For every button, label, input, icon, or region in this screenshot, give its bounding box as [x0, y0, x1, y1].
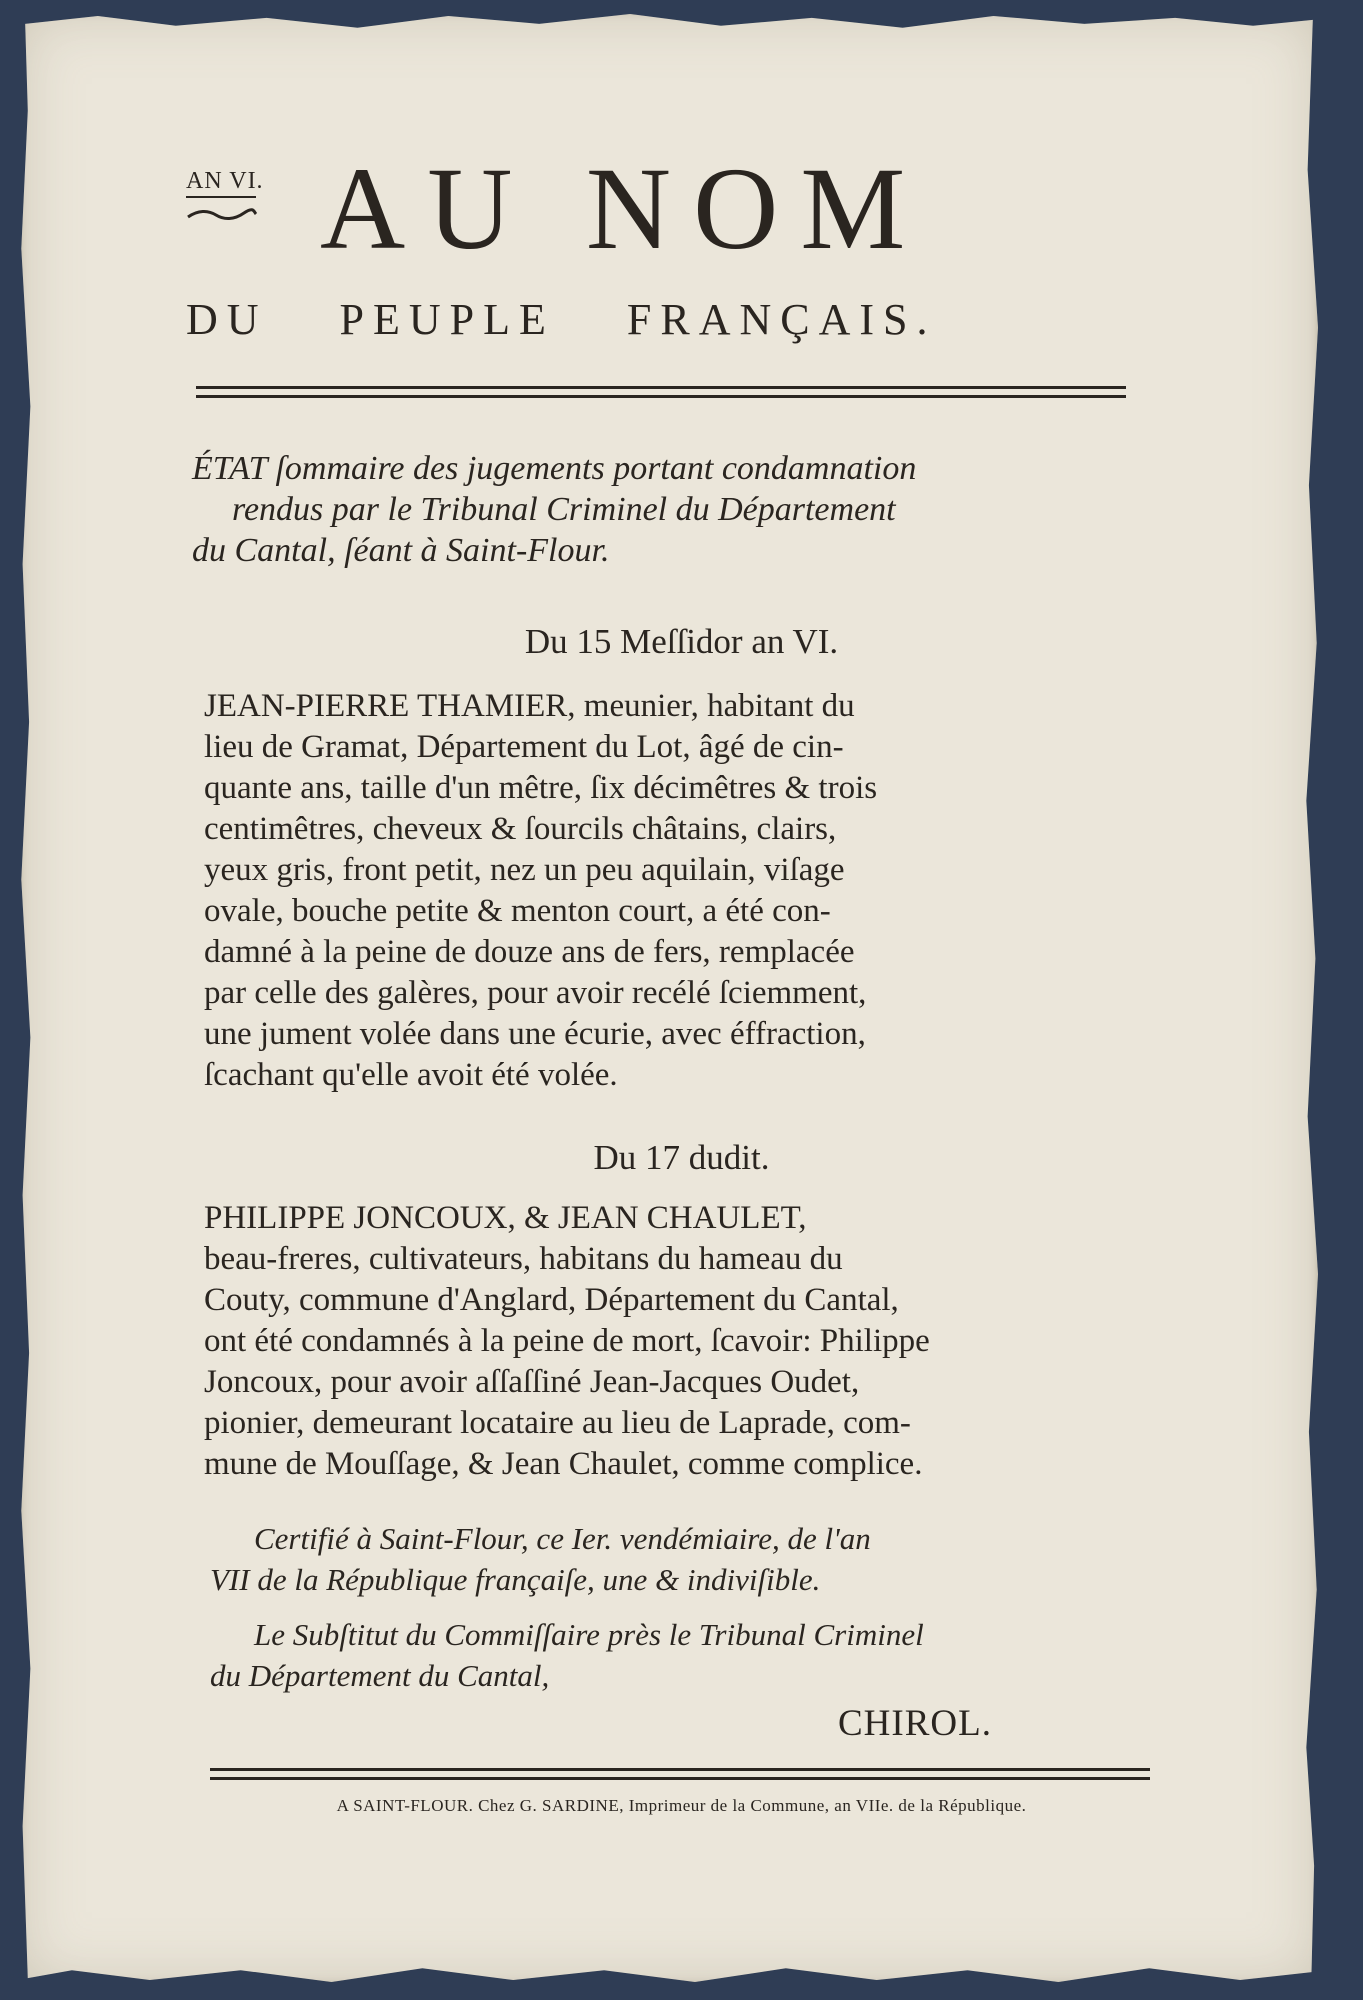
- judgment-line: PHILIPPE JONCOUX, & JEAN CHAULET,: [204, 1200, 807, 1236]
- section-date: Du 17 dudit.: [593, 1138, 770, 1177]
- judgment-line: Joncoux, pour avoir aſſaſſiné Jean-Jacques Oudet,: [204, 1364, 860, 1400]
- section-date: Du 15 Meſſidor an VI.: [524, 622, 839, 661]
- judgment-line: par celle des galères, pour avoir recélé ſciemment,: [204, 975, 867, 1011]
- certification-line: Certifié à Saint-Flour, ce Ier. vendémiaire, de l'an: [254, 1521, 871, 1556]
- judgment-line: Couty, commune d'Anglard, Département du Cantal,: [204, 1282, 899, 1318]
- judgment-line: pionier, demeurant locataire au lieu de Laprade, com-: [204, 1405, 911, 1441]
- judgment-line: lieu de Gramat, Département du Lot, âgé de cin-: [204, 729, 844, 765]
- intro-line: du Cantal, ſéant à Saint-Flour.: [192, 532, 610, 569]
- intro-paragraph: [192, 448, 916, 571]
- printer-imprint: A SAINT-FLOUR. Chez G. SARDINE, Imprimeur de la Commune, an VIIe. de la République.: [336, 1796, 1027, 1815]
- page-subtitle: DU PEUPLE FRANÇAIS.: [186, 295, 937, 344]
- year-mark: [186, 168, 264, 198]
- judgment-line: beau-freres, cultivateurs, habitans du hameau du: [204, 1241, 843, 1277]
- signature-name: CHIROL.: [838, 1703, 992, 1744]
- judgment-paragraph: [204, 1198, 930, 1485]
- judgment-line: quante ans, taille d'un mêtre, ſix décimêtres & trois: [204, 770, 878, 806]
- judgment-line: ſcachant qu'elle avoit été volée.: [204, 1057, 618, 1093]
- certification-line: VII de la République françaiſe, une & indiviſible.: [210, 1562, 821, 1597]
- judgment-paragraph: [204, 686, 877, 1096]
- signatory-line: Le Subſtitut du Commiſſaire près le Tribunal Criminel: [254, 1617, 924, 1652]
- intro-line: rendus par le Tribunal Criminel du Département: [232, 491, 896, 528]
- judgment-line: ovale, bouche petite & menton court, a été con-: [204, 893, 831, 929]
- signatory-line: du Département du Cantal,: [210, 1658, 550, 1693]
- judgment-line: damné à la peine de douze ans de fers, remplacée: [204, 934, 855, 970]
- page-title: AU NOM: [320, 143, 928, 274]
- certification-paragraph: [210, 1518, 871, 1600]
- year-mark-underline: [186, 196, 256, 198]
- flourish-ornament: [186, 208, 258, 222]
- judgment-line: centimêtres, cheveux & ſourcils châtains, clairs,: [204, 811, 837, 847]
- intro-line: ÉTAT ſommaire des jugements portant condamnation: [192, 450, 917, 487]
- judgment-line: mune de Mouſſage, & Jean Chaulet, comme complice.: [204, 1446, 923, 1482]
- signatory-title: [210, 1614, 924, 1696]
- year-mark-text: AN VI.: [186, 168, 264, 194]
- judgment-line: ont été condamnés à la peine de mort, ſcavoir: Philippe: [204, 1323, 930, 1359]
- header-divider: [196, 386, 1126, 398]
- footer-divider: [210, 1768, 1150, 1780]
- judgment-line: une jument volée dans une écurie, avec éffraction,: [204, 1016, 866, 1052]
- judgment-line: yeux gris, front petit, nez un peu aquilain, viſage: [204, 852, 845, 888]
- judgment-line: JEAN-PIERRE THAMIER, meunier, habitant du: [204, 688, 855, 724]
